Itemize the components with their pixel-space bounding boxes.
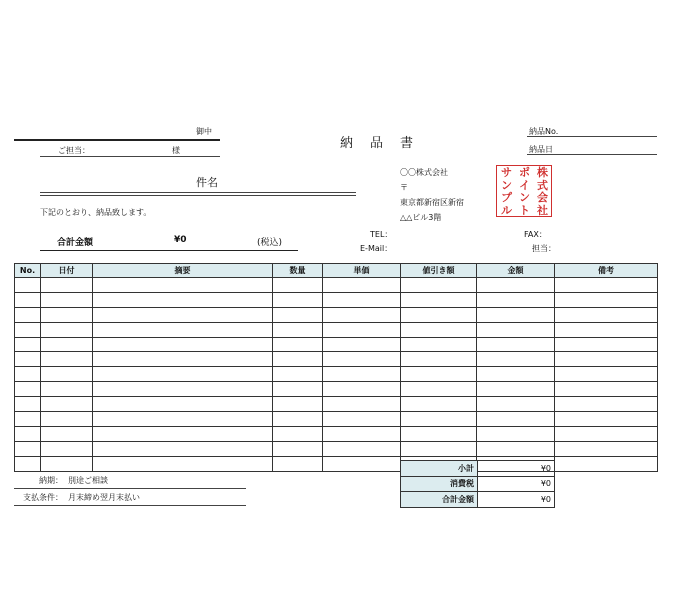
table-cell[interactable]: [93, 292, 273, 307]
table-cell[interactable]: [41, 441, 93, 456]
table-cell[interactable]: [555, 426, 658, 441]
col-discount: 値引き額: [401, 264, 477, 278]
company-postal: 〒: [400, 183, 408, 192]
table-cell[interactable]: [41, 278, 93, 293]
subject-underline-2: [40, 195, 356, 196]
table-cell[interactable]: [93, 426, 273, 441]
table-row: [15, 456, 658, 471]
table-cell[interactable]: [273, 337, 323, 352]
table-cell[interactable]: [15, 307, 41, 322]
contact-suffix: 様: [172, 146, 180, 155]
table-cell[interactable]: [41, 352, 93, 367]
table-cell[interactable]: [401, 367, 477, 382]
delivery-term-label: 納期：: [39, 476, 63, 485]
delivery-no-underline: [527, 136, 657, 137]
subject-label: 件名: [196, 176, 218, 189]
table-cell[interactable]: [323, 322, 401, 337]
payment-term-underline: [14, 505, 246, 506]
subtotal-value[interactable]: ¥0: [478, 461, 555, 477]
company-seal-stamp: [496, 165, 552, 217]
email-label: E-Mail：: [360, 244, 393, 253]
table-cell[interactable]: [15, 367, 41, 382]
table-cell[interactable]: [273, 456, 323, 471]
table-cell[interactable]: [323, 352, 401, 367]
table-cell[interactable]: [41, 292, 93, 307]
table-cell[interactable]: [555, 278, 658, 293]
total-underline: [40, 250, 298, 251]
table-cell[interactable]: [323, 382, 401, 397]
table-cell[interactable]: [401, 292, 477, 307]
total-amount-value: ¥0: [174, 235, 187, 245]
table-row: [15, 367, 658, 382]
table-cell[interactable]: [15, 441, 41, 456]
table-cell[interactable]: [555, 307, 658, 322]
table-row: [15, 441, 658, 456]
company-name: 〇〇株式会社: [400, 168, 448, 177]
seal-column-2: ポ イ ン ト: [519, 166, 530, 217]
table-cell[interactable]: [93, 322, 273, 337]
table-cell[interactable]: [93, 278, 273, 293]
table-cell[interactable]: [401, 352, 477, 367]
table-cell[interactable]: [477, 382, 555, 397]
table-cell[interactable]: [477, 292, 555, 307]
table-cell[interactable]: [273, 441, 323, 456]
table-cell[interactable]: [401, 441, 477, 456]
grand-total-value[interactable]: ¥0: [478, 492, 555, 508]
table-cell[interactable]: [401, 382, 477, 397]
table-cell[interactable]: [323, 397, 401, 412]
table-cell[interactable]: [15, 382, 41, 397]
intro-text: 下記のとおり、納品致します。: [40, 208, 152, 217]
table-cell[interactable]: [323, 456, 401, 471]
table-cell[interactable]: [93, 307, 273, 322]
table-header-row: [15, 264, 658, 278]
totals-table: [400, 460, 555, 508]
table-cell[interactable]: [401, 307, 477, 322]
table-cell[interactable]: [323, 441, 401, 456]
table-cell[interactable]: [477, 307, 555, 322]
table-row: [15, 322, 658, 337]
subtotal-row: [401, 461, 555, 477]
delivery-date-underline: [527, 154, 657, 155]
table-cell[interactable]: [41, 412, 93, 427]
company-address-1: 東京都新宿区新宿: [400, 198, 464, 207]
document-title: 納 品 書: [340, 136, 416, 151]
col-amount: 金額: [477, 264, 555, 278]
table-cell[interactable]: [273, 397, 323, 412]
table-cell[interactable]: [555, 382, 658, 397]
table-cell[interactable]: [555, 397, 658, 412]
table-cell[interactable]: [477, 278, 555, 293]
table-cell[interactable]: [41, 426, 93, 441]
table-cell[interactable]: [477, 397, 555, 412]
table-row: [15, 412, 658, 427]
table-cell[interactable]: [93, 337, 273, 352]
table-cell[interactable]: [15, 292, 41, 307]
seal-column-3: サ ン プ ル: [501, 166, 512, 217]
table-cell[interactable]: [555, 367, 658, 382]
table-cell[interactable]: [273, 367, 323, 382]
table-row: [15, 382, 658, 397]
delivery-term-value: 別途ご相談: [68, 476, 108, 485]
table-cell[interactable]: [15, 337, 41, 352]
table-cell[interactable]: [273, 382, 323, 397]
col-quantity: 数量: [273, 264, 323, 278]
col-unit-price: 単価: [323, 264, 401, 278]
table-cell[interactable]: [401, 278, 477, 293]
grand-total-row: [401, 492, 555, 508]
table-cell[interactable]: [273, 352, 323, 367]
table-cell[interactable]: [93, 367, 273, 382]
table-cell[interactable]: [401, 397, 477, 412]
col-remarks: 備考: [555, 264, 658, 278]
total-amount-label: 合計金額: [57, 238, 94, 248]
subject-underline-1: [40, 192, 356, 193]
table-cell[interactable]: [323, 367, 401, 382]
table-cell[interactable]: [323, 426, 401, 441]
table-cell[interactable]: [401, 337, 477, 352]
table-cell[interactable]: [323, 307, 401, 322]
table-row: [15, 307, 658, 322]
table-row: [15, 352, 658, 367]
items-table: [14, 263, 658, 472]
table-cell[interactable]: [93, 382, 273, 397]
tax-value[interactable]: ¥0: [478, 476, 555, 492]
table-cell[interactable]: [41, 456, 93, 471]
recipient-suffix: 御中: [196, 127, 212, 136]
table-cell[interactable]: [41, 337, 93, 352]
person-label: 担当：: [532, 244, 556, 253]
delivery-term-underline: [14, 488, 246, 489]
table-cell[interactable]: [15, 426, 41, 441]
table-cell[interactable]: [41, 382, 93, 397]
table-cell[interactable]: [477, 337, 555, 352]
table-cell[interactable]: [41, 367, 93, 382]
table-cell[interactable]: [41, 322, 93, 337]
table-cell[interactable]: [477, 322, 555, 337]
table-cell[interactable]: [15, 456, 41, 471]
table-cell[interactable]: [323, 337, 401, 352]
payment-term-value: 月末締め翌月末払い: [68, 493, 140, 502]
table-cell[interactable]: [555, 322, 658, 337]
table-cell[interactable]: [273, 412, 323, 427]
table-row: [15, 278, 658, 293]
col-description: 摘要: [93, 264, 273, 278]
table-cell[interactable]: [15, 352, 41, 367]
table-cell[interactable]: [555, 412, 658, 427]
table-cell[interactable]: [93, 456, 273, 471]
table-row: [15, 337, 658, 352]
table-cell[interactable]: [477, 412, 555, 427]
table-cell[interactable]: [15, 278, 41, 293]
table-cell[interactable]: [15, 397, 41, 412]
table-cell[interactable]: [273, 278, 323, 293]
tax-included-note: (税込): [257, 238, 283, 248]
col-no: No.: [15, 264, 41, 278]
fax-label: FAX：: [524, 230, 547, 239]
table-cell[interactable]: [93, 412, 273, 427]
table-row: [15, 426, 658, 441]
table-cell[interactable]: [93, 352, 273, 367]
table-cell[interactable]: [401, 426, 477, 441]
table-cell[interactable]: [273, 426, 323, 441]
subtotal-label: 小計: [401, 461, 478, 477]
table-cell[interactable]: [555, 441, 658, 456]
contact-underline: [40, 156, 220, 157]
table-row: [15, 397, 658, 412]
table-cell[interactable]: [273, 322, 323, 337]
table-cell[interactable]: [477, 441, 555, 456]
table-cell[interactable]: [477, 352, 555, 367]
table-row: [15, 292, 658, 307]
delivery-no-label: 納品No.: [529, 127, 559, 136]
table-cell[interactable]: [555, 292, 658, 307]
payment-term-label: 支払条件：: [23, 493, 63, 502]
tel-label: TEL：: [370, 230, 393, 239]
tax-label: 消費税: [401, 476, 478, 492]
company-address-2: △△ビル3階: [400, 213, 442, 222]
recipient-underline: [14, 139, 220, 141]
table-cell[interactable]: [555, 456, 658, 471]
table-cell[interactable]: [273, 307, 323, 322]
items-table-body: [15, 278, 658, 472]
seal-column-1: 株 式 会 社: [537, 166, 548, 217]
table-cell[interactable]: [323, 292, 401, 307]
table-cell[interactable]: [15, 412, 41, 427]
table-cell[interactable]: [477, 426, 555, 441]
table-cell[interactable]: [401, 412, 477, 427]
grand-total-label: 合計金額: [401, 492, 478, 508]
table-cell[interactable]: [41, 397, 93, 412]
table-cell[interactable]: [401, 322, 477, 337]
col-date: 日付: [41, 264, 93, 278]
table-cell[interactable]: [93, 441, 273, 456]
table-cell[interactable]: [93, 397, 273, 412]
table-cell[interactable]: [555, 337, 658, 352]
tax-row: [401, 476, 555, 492]
table-cell[interactable]: [477, 367, 555, 382]
table-cell[interactable]: [41, 307, 93, 322]
table-cell[interactable]: [555, 352, 658, 367]
table-cell[interactable]: [15, 322, 41, 337]
table-cell[interactable]: [273, 292, 323, 307]
table-cell[interactable]: [323, 278, 401, 293]
contact-label: ご担当：: [58, 146, 90, 155]
table-cell[interactable]: [323, 412, 401, 427]
delivery-date-label: 納品日: [529, 145, 553, 154]
